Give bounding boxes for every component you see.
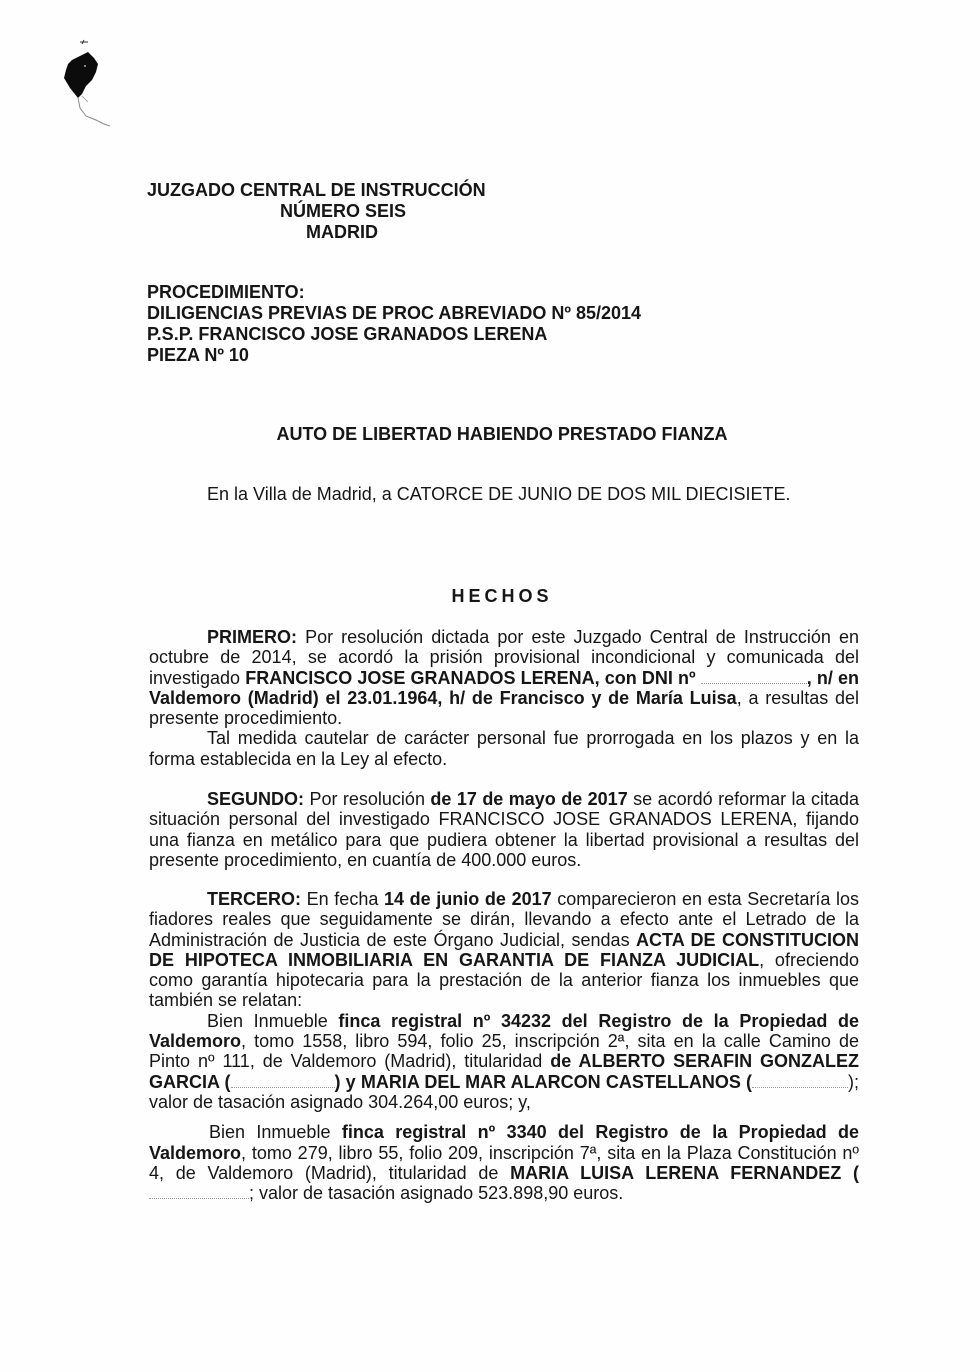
paragraph-segundo bbox=[149, 789, 859, 870]
bien-2-text-3: ; valor de tasación asignado 523.898,90 euros. bbox=[249, 1183, 624, 1204]
tercero-bold-1: 14 de junio de 2017 bbox=[383, 889, 552, 909]
bien-2-text-1: Bien Inmueble bbox=[209, 1122, 342, 1143]
bien-2-bold-2: MARIA LUISA LERENA FERNANDEZ ( bbox=[510, 1162, 859, 1183]
court-header bbox=[147, 180, 486, 243]
segundo-label: SEGUNDO: bbox=[207, 789, 305, 809]
tercero-text-1: En fecha bbox=[301, 889, 384, 909]
paragraph-tercero bbox=[149, 889, 859, 1203]
segundo-text-2: se acordó reformar la citada situación personal del investigado FRANCISCO JOSE GRANADOS LERENA, fijando una fianza en metálico para que pudiera obtener la libertad provisional a resultas del presente procedimiento, en cuantía de 400.000 euros. bbox=[149, 789, 860, 870]
procedure-case: DILIGENCIAS PREVIAS DE PROC ABREVIADO Nº 85/2014 bbox=[147, 303, 642, 323]
paragraph-primero bbox=[149, 627, 859, 769]
court-name: JUZGADO CENTRAL DE INSTRUCCIÓN bbox=[147, 180, 486, 200]
bien-1-text-3: ); valor de tasación asignado 304.264,00 euros; y, bbox=[149, 1071, 859, 1112]
bien-2-bold-1: finca registral nº 3340 del Registro de la Propiedad de Valdemoro bbox=[149, 1122, 859, 1163]
primero-text-2: , a resultas del presente procedimiento. bbox=[149, 687, 860, 729]
document-title: AUTO DE LIBERTAD HABIENDO PRESTADO FIANZA bbox=[276, 424, 728, 444]
redacted-id-3 bbox=[149, 1186, 249, 1199]
primero-bold-1: FRANCISCO JOSE GRANADOS LERENA, con DNI nº bbox=[245, 667, 696, 688]
intro-paragraph bbox=[149, 483, 857, 505]
procedure-party: P.S.P. FRANCISCO JOSE GRANADOS LERENA bbox=[147, 324, 548, 344]
bien-2 bbox=[149, 1122, 859, 1203]
procedure-label: PROCEDIMIENTO: bbox=[147, 282, 305, 302]
primero-label: PRIMERO: bbox=[207, 627, 297, 647]
tercero-text-2: comparecieron en esta Secretaría los fiadores reales que seguidamente se dirán, llevando a efecto ante el Letrado de la Administración de Justicia de este Órgano Judicial, sendas bbox=[149, 889, 859, 950]
bien-1-bold-3: ) y MARIA DEL MAR ALARCON CASTELLANOS ( bbox=[334, 1071, 752, 1092]
bien-1-bold-1: finca registral nº 34232 del Registro de la Propiedad de Valdemoro bbox=[149, 1010, 860, 1052]
primero-text-3: Tal medida cautelar de carácter personal fue prorrogada en los plazos y en la forma establecida en la Ley al efecto. bbox=[149, 728, 859, 769]
redacted-id-2 bbox=[752, 1075, 848, 1088]
bien-1-text-1: Bien Inmueble bbox=[207, 1010, 339, 1031]
redacted-dni bbox=[701, 671, 807, 684]
primero-bold-2: , n/ en Valdemoro (Madrid) el 23.01.1964, h/ de Francisco y de María Luisa bbox=[149, 667, 859, 708]
segundo-bold-1: de 17 de mayo de 2017 bbox=[430, 789, 628, 809]
segundo-text-1: Por resolución bbox=[304, 789, 431, 809]
redacted-id-1 bbox=[231, 1075, 335, 1088]
tercero-label: TERCERO: bbox=[207, 889, 301, 909]
court-seal-icon bbox=[58, 36, 118, 130]
bien-1 bbox=[149, 1011, 859, 1112]
intro-text: En la Villa de Madrid, a CATORCE DE JUNIO DE DOS MIL DIECISIETE. bbox=[207, 484, 791, 504]
section-title-hechos: HECHOS bbox=[451, 586, 553, 606]
procedure-piece: PIEZA Nº 10 bbox=[147, 345, 249, 365]
bien-2-text-2: , tomo 279, libro 55, folio 209, inscripción 7ª, sita en la Plaza Constitución nº 4, de Valdemoro (Madrid), titularidad de bbox=[149, 1142, 859, 1183]
procedure-block bbox=[147, 282, 641, 366]
tercero-text-3: , ofreciendo como garantía hipotecaria para la prestación de la anterior fianza los inmuebles que también se relatan: bbox=[149, 949, 859, 1011]
court-city: MADRID bbox=[306, 222, 378, 242]
court-number: NÚMERO SEIS bbox=[280, 201, 407, 221]
primero-text-1: Por resolución dictada por este Juzgado Central de Instrucción en octubre de 2014, se acordó la prisión provisional incondicional y comunicada del investigado bbox=[149, 627, 859, 688]
bien-1-bold-2: de ALBERTO SERAFIN GONZALEZ GARCIA ( bbox=[149, 1051, 859, 1092]
bien-1-text-2: , tomo 1558, libro 594, folio 25, inscripción 2ª, sita en la calle Camino de Pinto nº 111, de Valdemoro (Madrid), titularidad bbox=[149, 1031, 859, 1072]
tercero-bold-2: ACTA DE CONSTITUCION DE HIPOTECA INMOBILIARIA EN GARANTIA DE FIANZA JUDICIAL bbox=[149, 929, 859, 970]
